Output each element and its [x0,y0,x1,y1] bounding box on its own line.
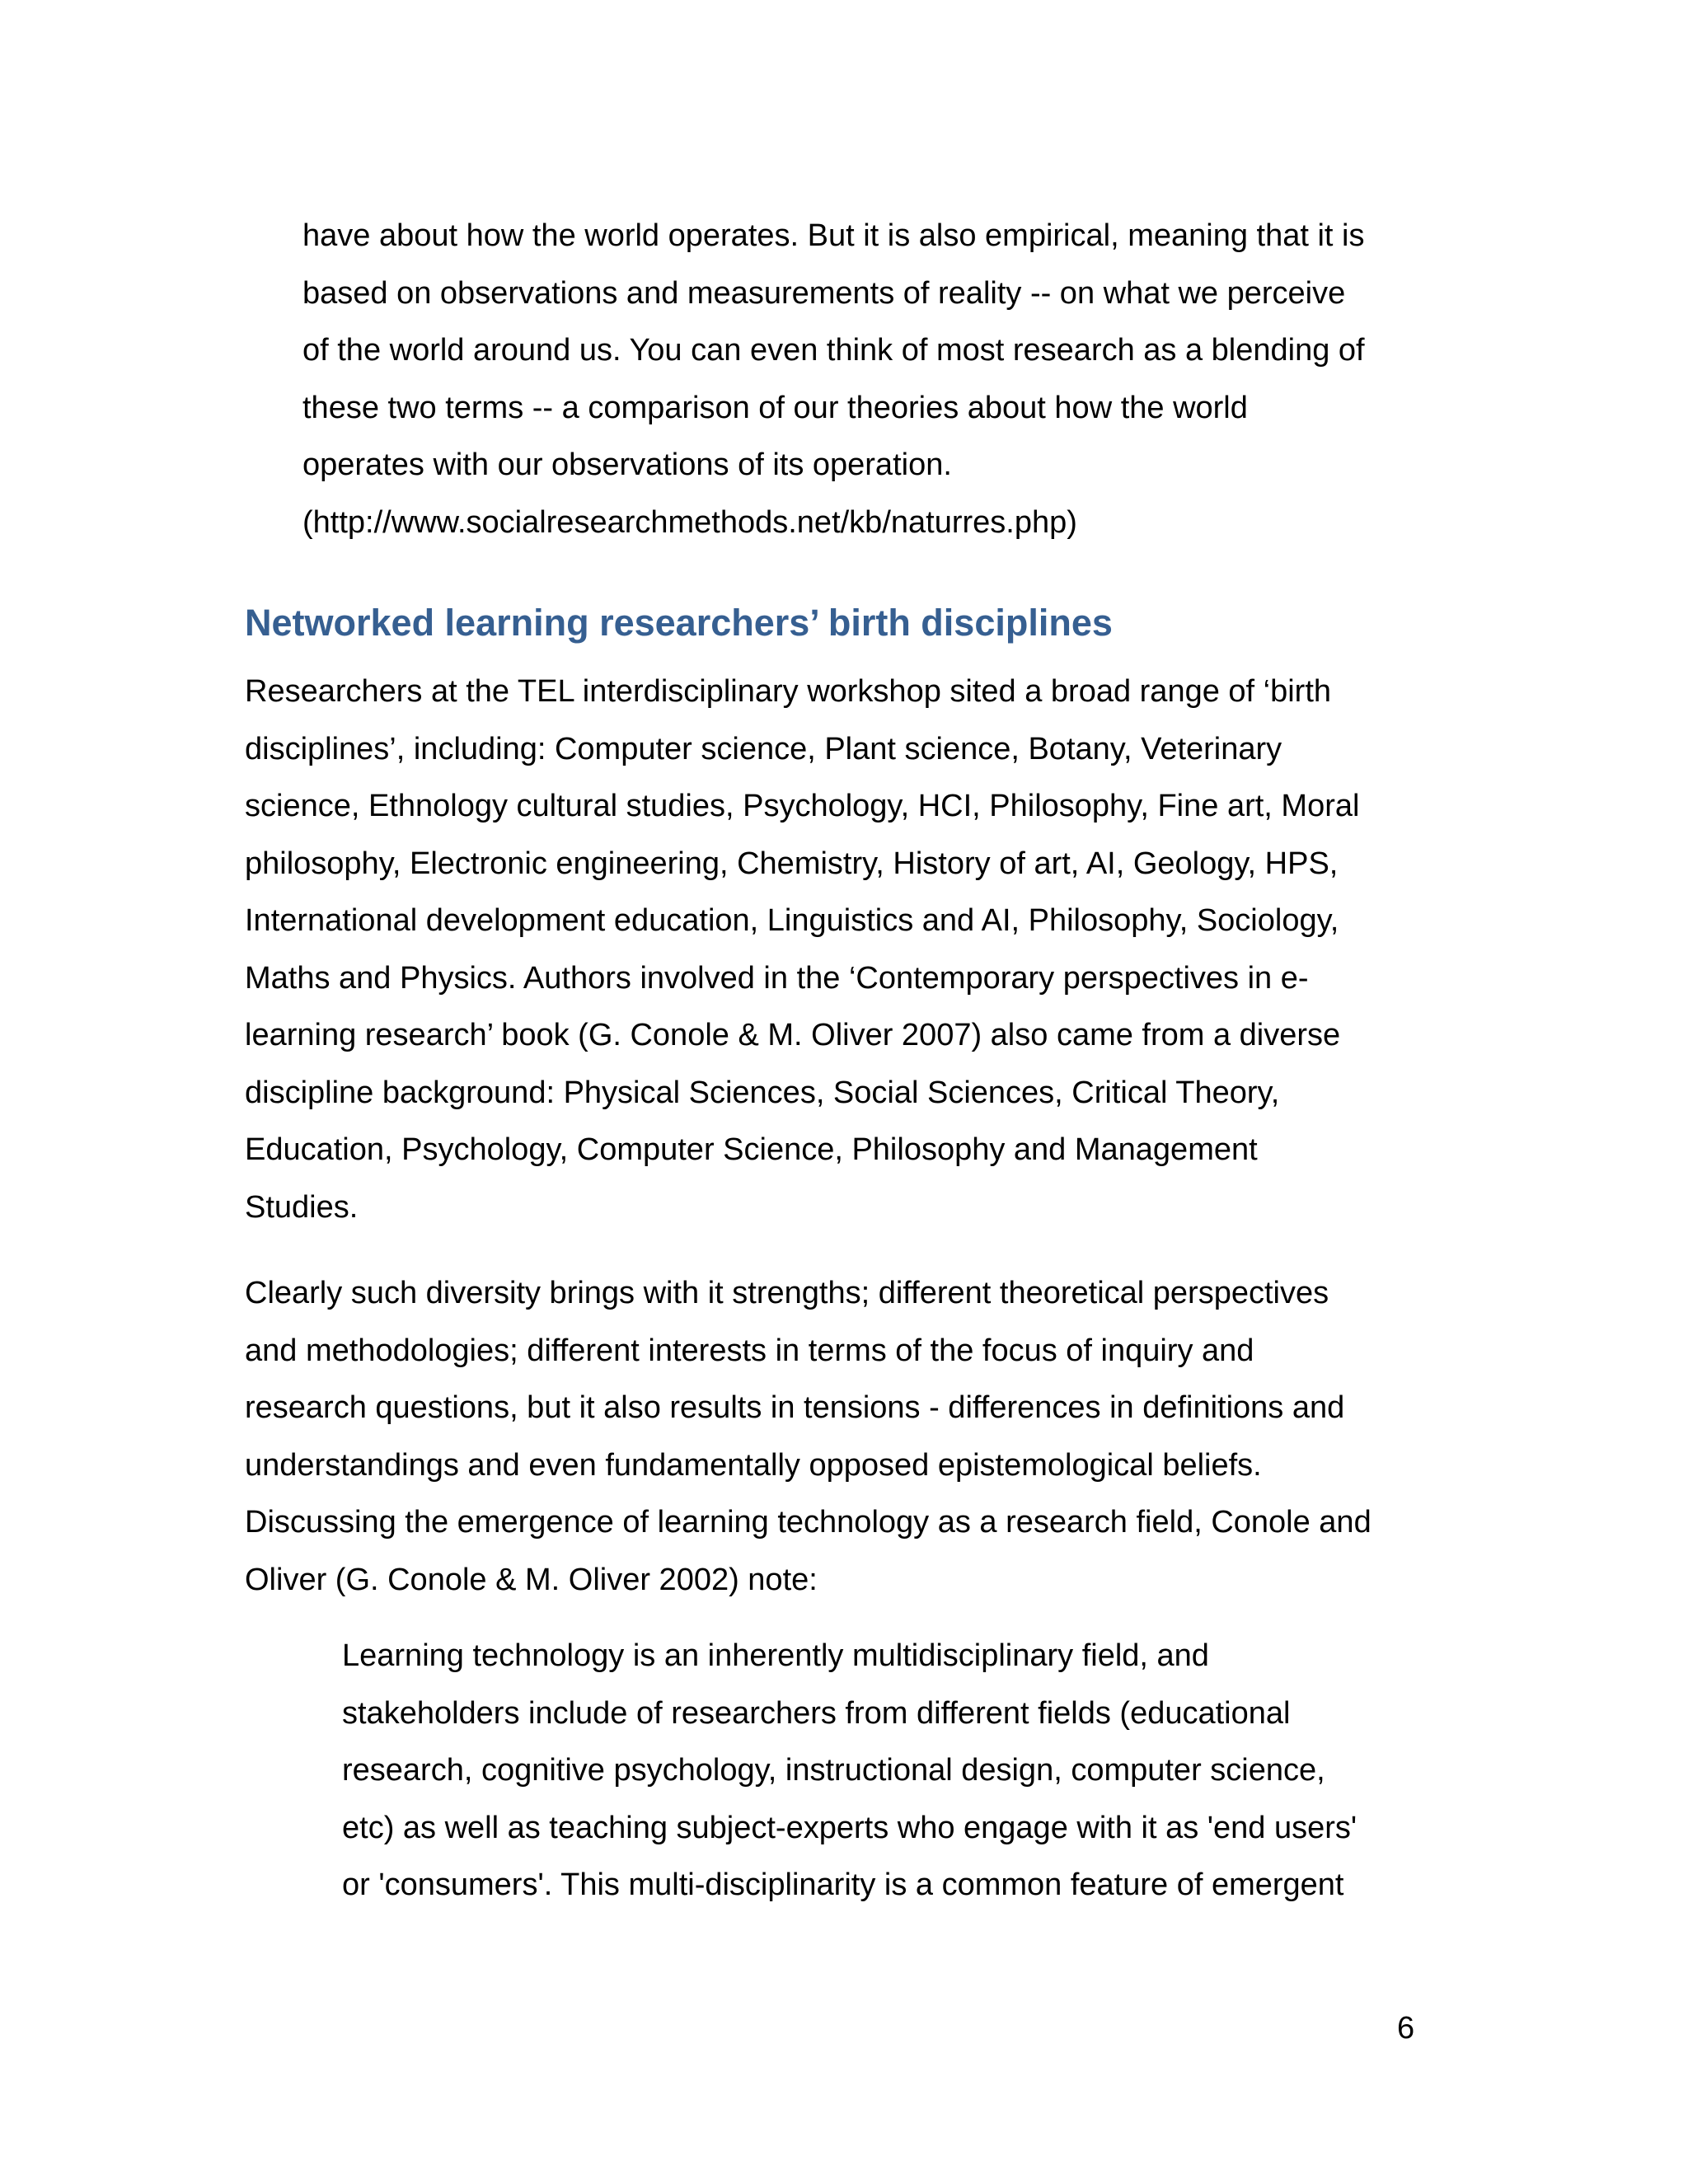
paragraph-line: and methodologies; different interests in terms of the focus of inquiry and [245,1333,1254,1368]
paragraph-diversity [245,1265,1448,1609]
paragraph-line: Clearly such diversity brings with it strengths; different theoretical perspectives [245,1276,1329,1310]
paragraph-line: disciplines’, including: Computer science, Plant science, Botany, Veterinary [245,731,1282,766]
paragraph-line: philosophy, Electronic engineering, Chemistry, History of art, AI, Geology, HPS, [245,846,1339,881]
paragraph-line: Maths and Physics. Authors involved in the ‘Contemporary perspectives in e- [245,960,1309,996]
paragraph-line: research questions, but it also results in tensions - differences in definitions and [245,1390,1345,1425]
quote-line: Learning technology is an inherently multidisciplinary field, and [342,1638,1209,1673]
block-quote-top [302,208,1456,551]
section-heading: Networked learning researchers’ birth disciplines [245,602,1113,644]
paragraph-birth-disciplines [245,663,1448,1236]
quote-line: research, cognitive psychology, instructional design, computer science, [342,1753,1325,1788]
paragraph-line: understandings and even fundamentally opposed epistemological beliefs. [245,1447,1262,1483]
quote-line: etc) as well as teaching subject-experts who engage with it as 'end users' [342,1810,1357,1845]
block-quote-bottom [342,1628,1463,1915]
quote-line: based on observations and measurements of reality -- on what we perceive [302,275,1346,311]
paragraph-line: discipline background: Physical Sciences, Social Sciences, Critical Theory, [245,1075,1280,1110]
quote-line: stakeholders include of researchers from different fields (educational [342,1695,1291,1731]
paragraph-line: science, Ethnology cultural studies, Psychology, HCI, Philosophy, Fine art, Moral [245,789,1360,823]
quote-line: or 'consumers'. This multi-disciplinarity is a common feature of emergent [342,1868,1344,1902]
paragraph-line: Studies. [245,1189,359,1225]
quote-source-url: (http://www.socialresearchmethods.net/kb/naturres.php) [302,504,1077,540]
quote-line: have about how the world operates. But it is also empirical, meaning that it is [302,218,1365,253]
quote-line: operates with our observations of its operation. [302,448,952,482]
paragraph-line: learning research’ book (G. Conole & M. Oliver 2007) also came from a diverse [245,1018,1341,1052]
quote-line: these two terms -- a comparison of our theories about how the world [302,390,1248,425]
paragraph-line: International development education, Linguistics and AI, Philosophy, Sociology, [245,903,1339,938]
page-number: 6 [1397,2011,1415,2046]
paragraph-line: Researchers at the TEL interdisciplinary workshop sited a broad range of ‘birth [245,674,1332,709]
paragraph-line: Education, Psychology, Computer Science, Philosophy and Management [245,1132,1258,1167]
quote-line: of the world around us. You can even think of most research as a blending of [302,333,1365,368]
paragraph-line: Oliver (G. Conole & M. Oliver 2002) note: [245,1562,818,1597]
paragraph-line: Discussing the emergence of learning technology as a research field, Conole and [245,1505,1372,1540]
